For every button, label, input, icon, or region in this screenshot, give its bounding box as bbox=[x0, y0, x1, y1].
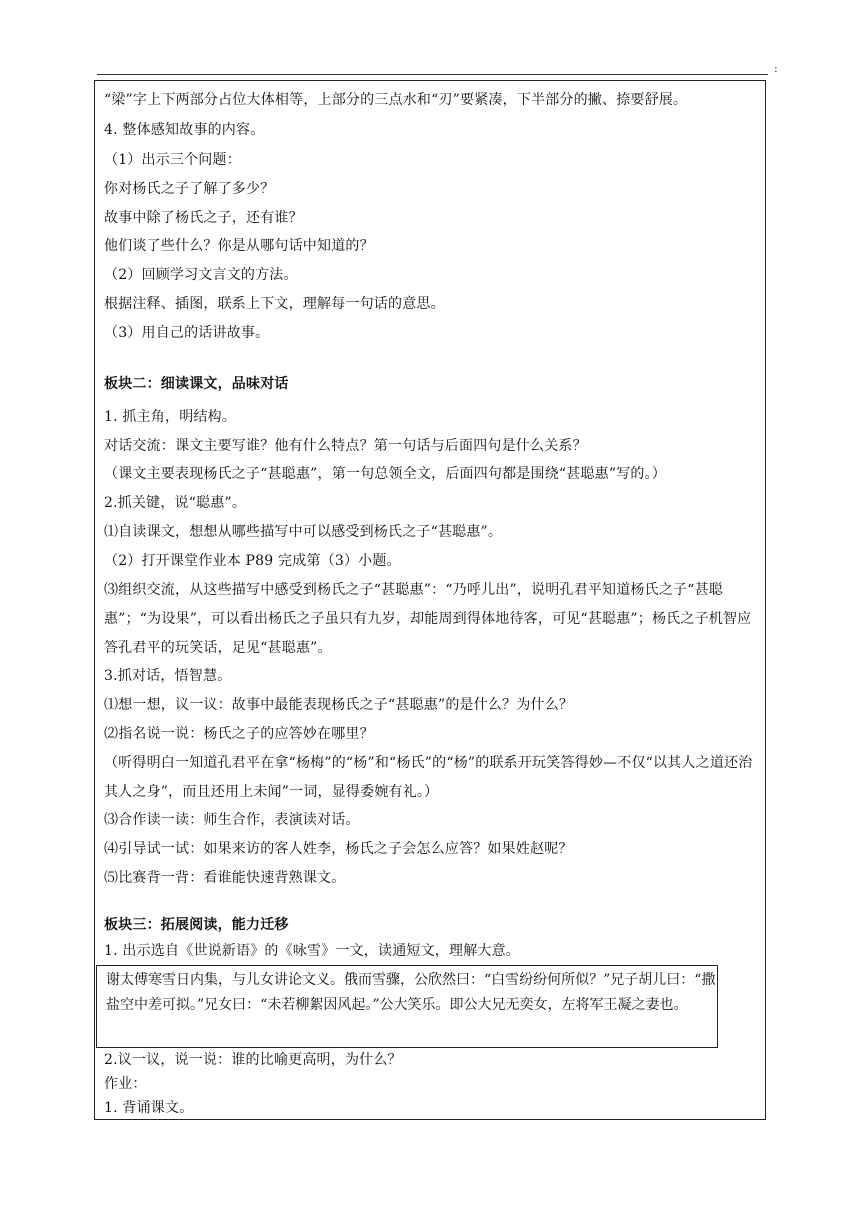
text-paragraph: ⑶组织交流，从这些描写中感受到杨氏之子“甚聪惠”：“乃呼儿出”，说明孔君平知道杨氏之子“甚聪惠”；“为设果”，可以看出杨氏之子虽只有九岁，却能周到得体地待客，可见“甚聪惠”；杨氏之子机智应答孔君平的玩笑话，足见“甚聪惠”。 bbox=[104, 582, 752, 656]
text-line: 1. 出示选自《世说新语》的《咏雪》一文，读通短文，理解大意。 bbox=[104, 943, 521, 959]
text-paragraph: （听得明白一知道孔君平在拿“杨梅”的“杨”和“杨氏”的“杨”的联系开玩笑答得妙—不仅“以其人之道还治其人之身”，而且还用上未闻”一词，显得委婉有礼。） bbox=[104, 755, 753, 800]
text-line: 2.抓关键，说“聪惠”。 bbox=[104, 495, 247, 511]
text-line: 对话交流：课文主要写谁？他有什么特点？第一句话与后面四句是什么关系？ bbox=[104, 438, 587, 454]
text-line: （2）打开课堂作业本 P89 完成第（3）小题。 bbox=[104, 553, 401, 569]
text-line: （3）用自己的话讲故事。 bbox=[104, 325, 270, 341]
section-heading: 板块三：拓展阅读，能力迁移 bbox=[104, 917, 289, 933]
homework-label: 作业： bbox=[104, 1076, 147, 1092]
text-line: 故事中除了杨氏之子，还有谁？ bbox=[104, 210, 303, 226]
text-line: （课文主要表现杨氏之子“甚聪惠”，第一句总领全文，后面四句都是围绕“甚聪惠”写的。） bbox=[104, 466, 667, 482]
text-line: 3.抓对话，悟智慧。 bbox=[104, 668, 232, 684]
text-line: 根据注释、插图，联系上下文，理解每一句话的意思。 bbox=[104, 296, 445, 312]
homework-item: 1. 背诵课文。 bbox=[104, 1100, 194, 1116]
text-line: （1）出示三个问题： bbox=[104, 152, 241, 168]
quote-text: 谢太傅寒雪日内集，与儿女讲论文义。俄而雪骤，公欣然曰：“白雪纷纷何所似？”兄子胡儿曰：“撒盐空中差可拟。”兄女曰：“未若柳絮因风起。”公大笑乐。即公大兄无奕女，左将军王凝之妻也。 bbox=[106, 972, 716, 1013]
text-line: ⑶合作读一读：师生合作，表演读对话。 bbox=[104, 812, 360, 828]
header-rule bbox=[97, 74, 768, 75]
text-line: 4. 整体感知故事的内容。 bbox=[104, 122, 265, 138]
text-line: ⑴自读课文，想想从哪些描写中可以感受到杨氏之子“甚聪惠”。 bbox=[104, 524, 503, 540]
text-line: “梁”字上下两部分占位大体相等，上部分的三点水和“刃”要紧凑，下半部分的撇、捺要舒展。 bbox=[104, 92, 688, 108]
text-line: ⑷引导试一试：如果来访的客人姓李，杨氏之子会怎么应答？如果姓赵呢？ bbox=[104, 841, 573, 857]
text-line: ⑵指名说一说：杨氏之子的应答妙在哪里？ bbox=[104, 726, 374, 742]
section-heading: 板块二：细读课文，品味对话 bbox=[104, 376, 289, 392]
text-line: 1. 抓主角，明结构。 bbox=[104, 409, 237, 425]
text-line: ⑴想一想，议一议：故事中最能表现杨氏之子“甚聪惠”的是什么？为什么？ bbox=[104, 697, 574, 713]
header-mark: : bbox=[774, 62, 778, 75]
text-line: （2）回顾学习文言文的方法。 bbox=[104, 267, 298, 283]
text-line: 2.议一议，说一说：谁的比喻更高明，为什么？ bbox=[104, 1052, 402, 1068]
text-line: ⑸比赛背一背：看谁能快速背熟课文。 bbox=[104, 870, 346, 886]
text-line: 你对杨氏之子了解了多少？ bbox=[104, 181, 275, 197]
text-line: 他们谈了些什么？你是从哪句话中知道的？ bbox=[104, 238, 374, 254]
